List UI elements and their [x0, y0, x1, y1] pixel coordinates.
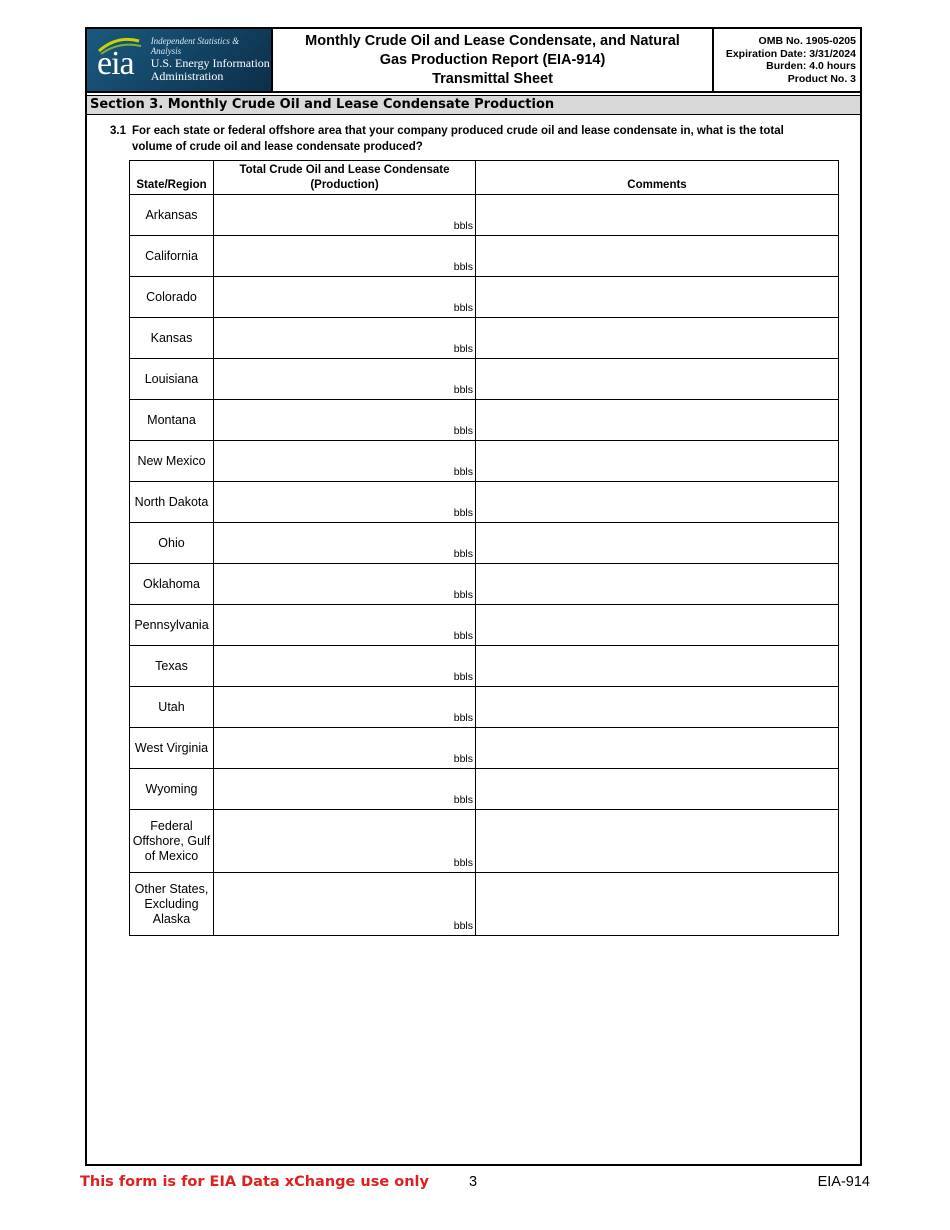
comments-field[interactable] — [476, 359, 839, 400]
state-region-cell — [130, 769, 214, 810]
state-name: Ohio — [158, 535, 185, 550]
form-title-line2: Gas Production Report (EIA-914) — [379, 51, 606, 68]
table-row — [130, 482, 839, 523]
form-title — [273, 29, 714, 91]
table-row — [130, 728, 839, 769]
state-region-cell — [130, 359, 214, 400]
table-row — [130, 318, 839, 359]
table-row — [130, 400, 839, 441]
production-volume-field[interactable] — [214, 687, 476, 728]
table-row — [130, 687, 839, 728]
state-name: Utah — [158, 699, 185, 714]
production-volume-field[interactable] — [214, 523, 476, 564]
state-name: West Virginia — [134, 740, 209, 755]
table-header-row — [130, 161, 839, 195]
state-name: of Mexico — [144, 848, 199, 863]
table-row — [130, 359, 839, 400]
comments-field[interactable] — [476, 646, 839, 687]
header-total-line2: (Production) — [310, 179, 379, 191]
comments-field[interactable] — [476, 810, 839, 873]
table-row — [130, 873, 839, 936]
state-name: Texas — [155, 658, 188, 673]
table-row — [130, 523, 839, 564]
question-line2: volume of crude oil and lease condensate produced? — [132, 141, 423, 153]
state-name: Wyoming — [145, 781, 198, 796]
state-region-cell — [130, 482, 214, 523]
comments-field[interactable] — [476, 482, 839, 523]
state-name: California — [145, 248, 198, 263]
state-name: Montana — [147, 412, 196, 427]
comments-field[interactable] — [476, 523, 839, 564]
unit-label: bbls — [453, 384, 473, 396]
unit-label: bbls — [453, 630, 473, 642]
production-volume-field[interactable] — [214, 769, 476, 810]
unit-label: bbls — [453, 794, 473, 806]
state-name: New Mexico — [137, 453, 206, 468]
unit-label: bbls — [453, 302, 473, 314]
state-name: Alaska — [152, 911, 191, 926]
page-number: 3 — [469, 1174, 478, 1190]
state-name: Arkansas — [145, 207, 198, 222]
unit-label: bbls — [453, 261, 473, 273]
question-3-1 — [110, 123, 830, 155]
header-total-line1: Total Crude Oil and Lease Condensate — [239, 164, 450, 176]
state-name: Federal — [150, 818, 193, 833]
production-volume-field[interactable] — [214, 236, 476, 277]
unit-label: bbls — [453, 857, 473, 869]
comments-field[interactable] — [476, 605, 839, 646]
comments-field[interactable] — [476, 564, 839, 605]
production-table — [129, 160, 839, 936]
unit-label: bbls — [453, 466, 473, 478]
state-region-cell — [130, 318, 214, 359]
state-region-cell — [130, 195, 214, 236]
state-region-cell — [130, 400, 214, 441]
omb-info — [714, 29, 860, 91]
production-volume-field[interactable] — [214, 810, 476, 873]
unit-label: bbls — [453, 220, 473, 232]
production-volume-field[interactable] — [214, 441, 476, 482]
state-region-cell — [130, 441, 214, 482]
question-line1: For each state or federal offshore area that your company produced crude oil and lease condensate in, what is the total — [132, 125, 784, 137]
unit-label: bbls — [453, 712, 473, 724]
comments-field[interactable] — [476, 195, 839, 236]
table-row — [130, 195, 839, 236]
table-row — [130, 441, 839, 482]
comments-field[interactable] — [476, 400, 839, 441]
header-total-production — [214, 161, 476, 195]
table-row — [130, 646, 839, 687]
state-region-cell — [130, 277, 214, 318]
question-number: 3.1 — [110, 125, 126, 137]
production-volume-field[interactable] — [214, 277, 476, 318]
unit-label: bbls — [453, 753, 473, 765]
unit-label: bbls — [453, 548, 473, 560]
omb-number: OMB No. 1905-0205 — [758, 35, 856, 47]
state-region-cell — [130, 236, 214, 277]
unit-label: bbls — [453, 507, 473, 519]
state-name: Oklahoma — [143, 576, 200, 591]
state-name: Colorado — [146, 289, 197, 304]
state-region-cell — [130, 564, 214, 605]
state-name: Pennsylvania — [134, 617, 209, 632]
unit-label: bbls — [453, 671, 473, 683]
table-row — [130, 769, 839, 810]
comments-field[interactable] — [476, 318, 839, 359]
unit-label: bbls — [453, 920, 473, 932]
production-volume-field[interactable] — [214, 646, 476, 687]
table-row — [130, 810, 839, 873]
comments-field[interactable] — [476, 728, 839, 769]
state-region-cell — [130, 523, 214, 564]
table-row — [130, 236, 839, 277]
production-volume-field[interactable] — [214, 400, 476, 441]
production-volume-field[interactable] — [214, 195, 476, 236]
unit-label: bbls — [453, 425, 473, 437]
state-region-cell — [130, 646, 214, 687]
header-comments: Comments — [476, 161, 839, 195]
state-name: Kansas — [150, 330, 193, 345]
comments-field[interactable] — [476, 687, 839, 728]
question-text — [132, 123, 784, 155]
production-volume-field[interactable] — [214, 873, 476, 936]
logo-org-line2: Administration — [150, 68, 224, 83]
comments-field[interactable] — [476, 441, 839, 482]
table-row — [130, 277, 839, 318]
table-row — [130, 605, 839, 646]
state-name: Other States, — [134, 881, 209, 896]
production-volume-field[interactable] — [214, 359, 476, 400]
logo-text — [151, 37, 271, 83]
state-name: Offshore, Gulf — [132, 833, 211, 848]
form-header — [85, 27, 862, 93]
omb-product: Product No. 3 — [787, 72, 856, 85]
state-region-cell — [130, 687, 214, 728]
state-name: Louisiana — [144, 371, 199, 386]
production-volume-field[interactable] — [214, 564, 476, 605]
form-title-line3: Transmittal Sheet — [432, 70, 553, 87]
state-region-cell — [130, 605, 214, 646]
unit-label: bbls — [453, 589, 473, 601]
omb-burden: Burden: 4.0 hours — [766, 60, 856, 72]
form-title-line1: Monthly Crude Oil and Lease Condensate, and Natural — [305, 32, 680, 49]
state-region-cell — [130, 810, 214, 873]
comments-field[interactable] — [476, 236, 839, 277]
production-volume-field[interactable] — [214, 482, 476, 523]
state-region-cell — [130, 873, 214, 936]
eia-logo-mark — [95, 35, 145, 85]
form-id: EIA-914 — [817, 1174, 870, 1190]
unit-label: bbls — [453, 343, 473, 355]
comments-field[interactable] — [476, 873, 839, 936]
logo-org-line1: U.S. Energy Information — [150, 55, 270, 70]
eia-logo — [87, 29, 273, 91]
table-row — [130, 564, 839, 605]
section-title: Section 3. Monthly Crude Oil and Lease Condensate Production — [87, 95, 860, 115]
state-region-cell — [130, 728, 214, 769]
header-state-region: State/Region — [130, 161, 214, 195]
production-volume-field[interactable] — [214, 605, 476, 646]
logo-tagline: Independent Statistics & Analysis — [150, 35, 240, 56]
comments-field[interactable] — [476, 769, 839, 810]
state-name: North Dakota — [134, 494, 209, 509]
comments-field[interactable] — [476, 277, 839, 318]
omb-expiration: Expiration Date: 3/31/2024 — [725, 47, 856, 60]
footer-note: This form is for EIA Data xChange use only — [80, 1174, 429, 1190]
state-name: Excluding — [144, 896, 199, 911]
production-volume-field[interactable] — [214, 318, 476, 359]
production-volume-field[interactable] — [214, 728, 476, 769]
logo-eia-text: eia — [97, 45, 134, 82]
